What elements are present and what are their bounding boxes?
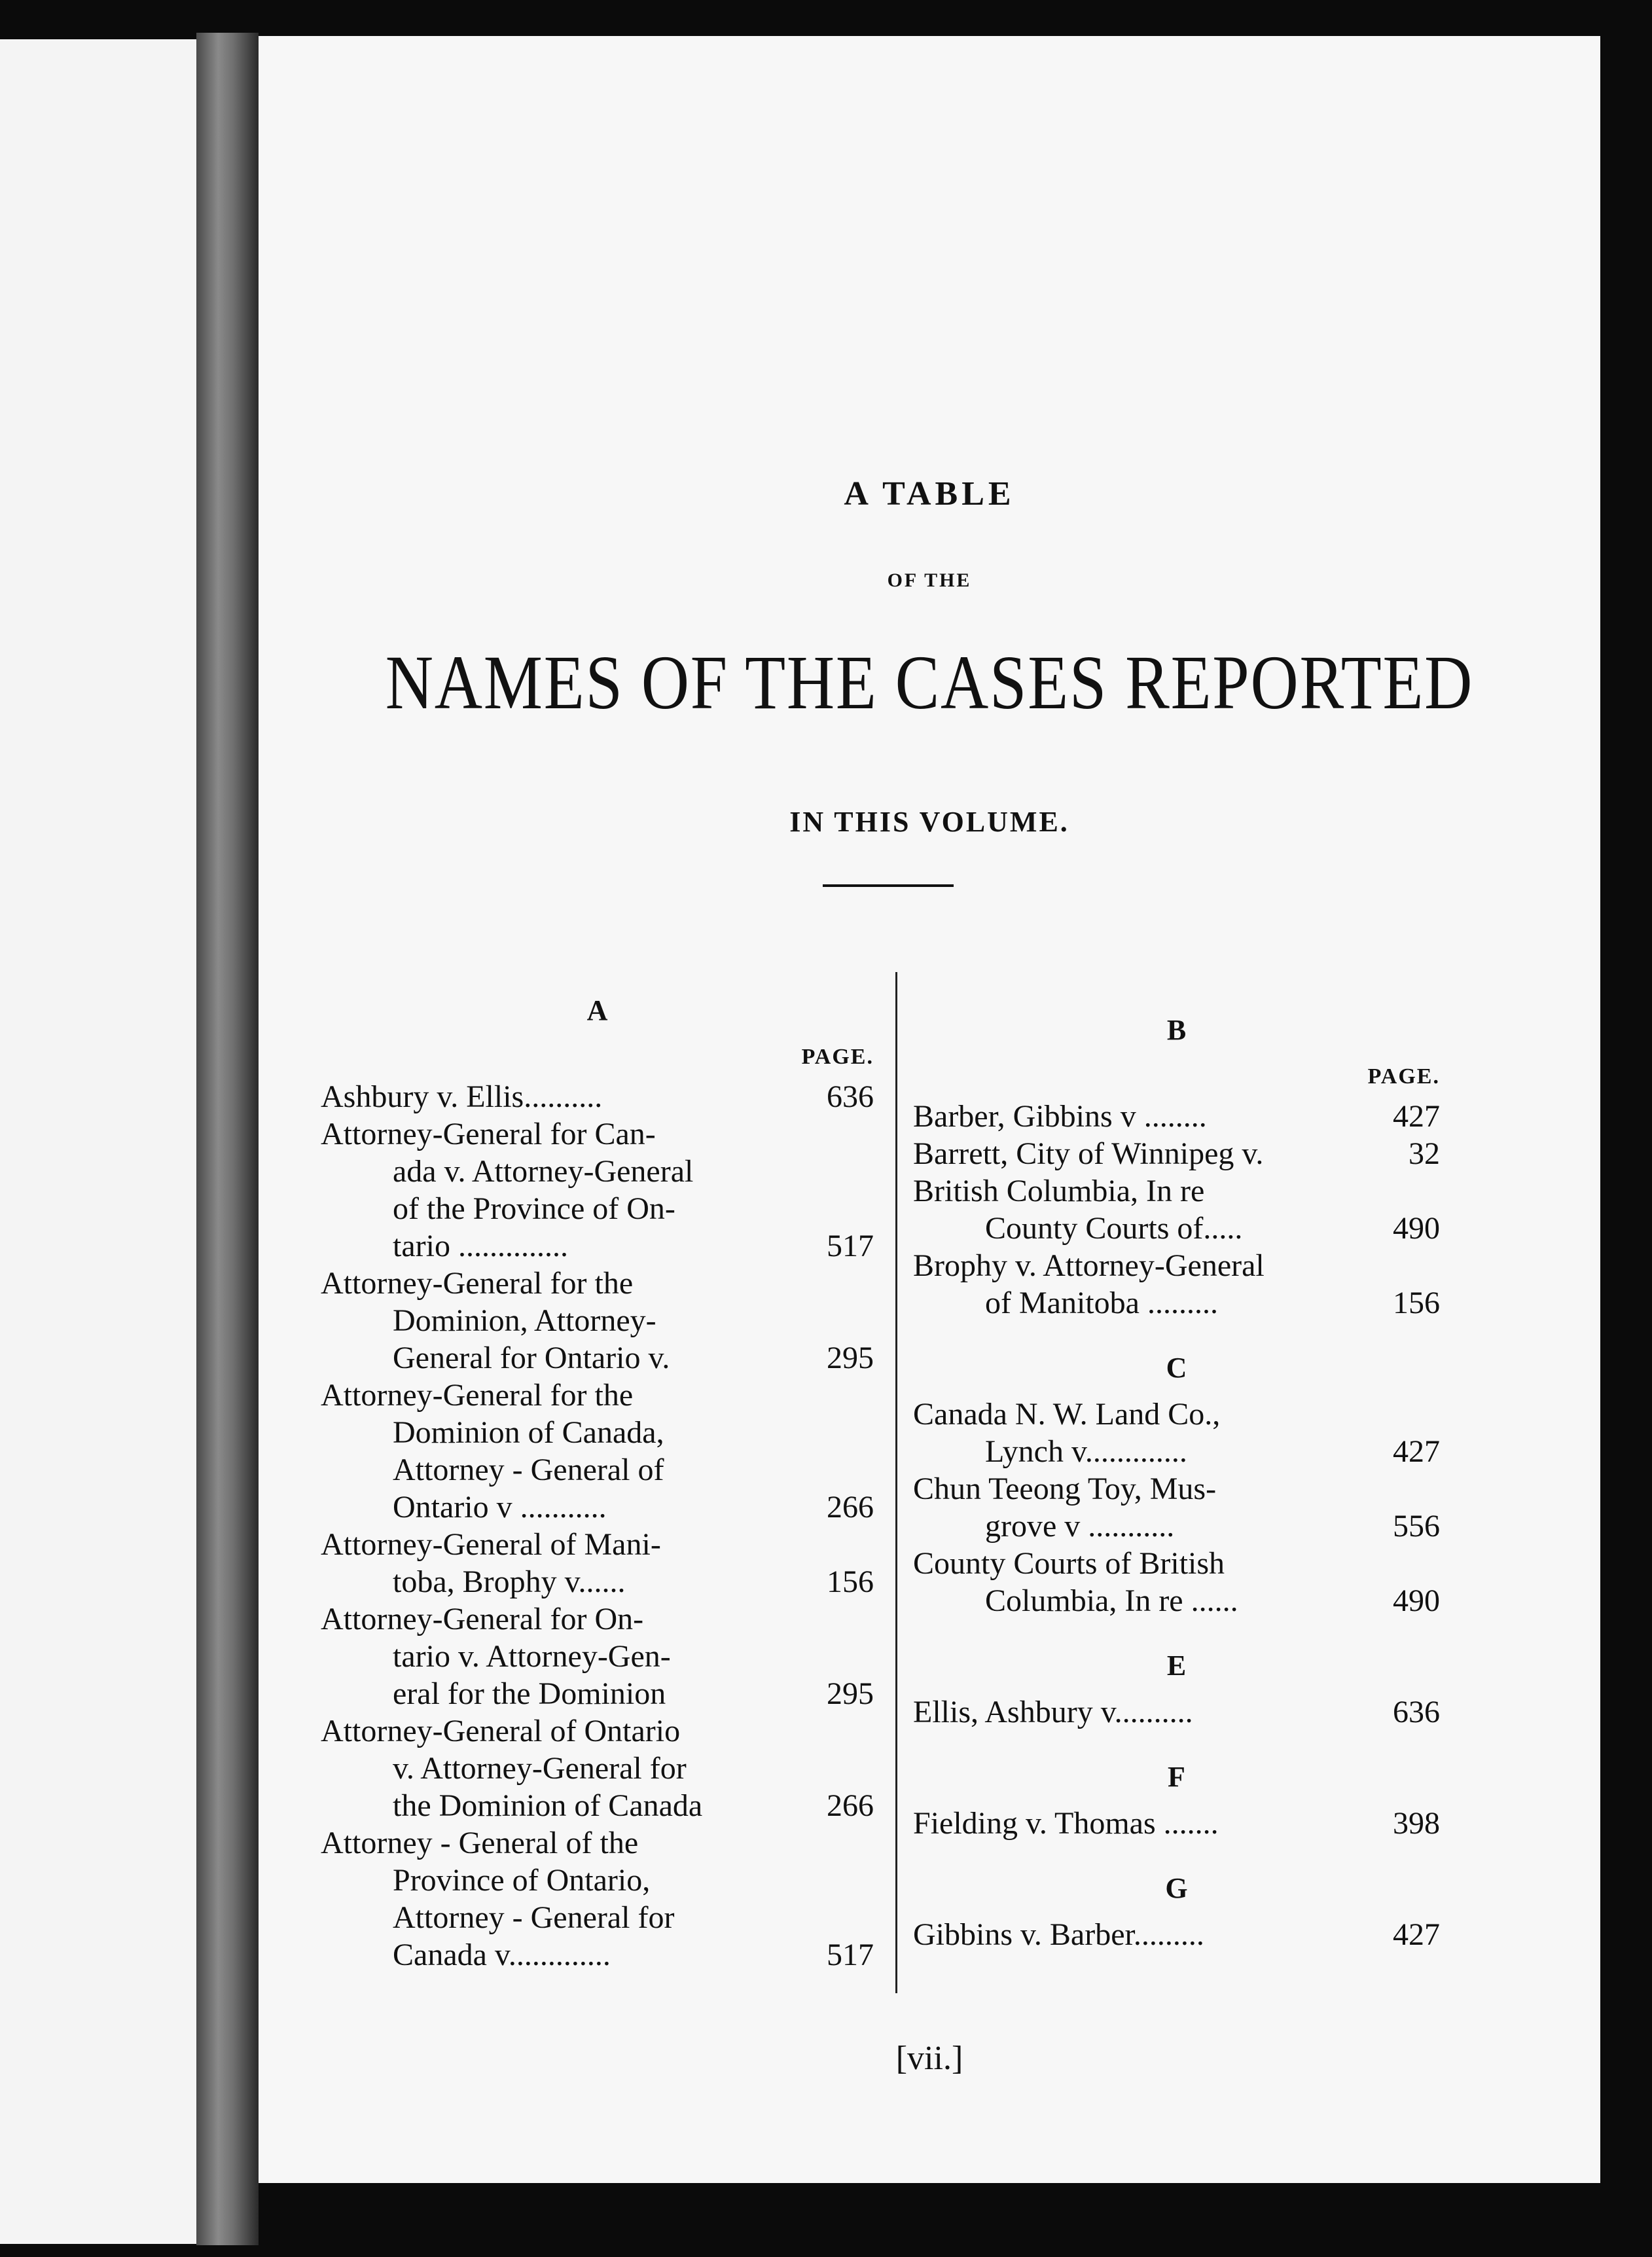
case-name-line: Fielding v. Thomas .......: [913, 1806, 1219, 1841]
title-a-table: A TABLE: [844, 475, 1015, 513]
page-reference: 517: [827, 1938, 874, 1972]
section-letter-a: A: [586, 994, 608, 1026]
case-name: [321, 1600, 874, 1712]
case-name-line: Barrett, City of Winnipeg v.: [913, 1136, 1264, 1171]
case-name-line: v. Attorney-General for: [393, 1751, 687, 1786]
case-entry: [321, 1115, 874, 1265]
index-section: [913, 1842, 1440, 1953]
page-reference: 398: [1393, 1806, 1440, 1841]
case-name-line: British Columbia, In re: [913, 1174, 1205, 1208]
section-entries: [913, 1396, 1440, 1619]
case-name-line: Attorney-General of Mani-: [321, 1527, 661, 1562]
section-letter: C: [1166, 1352, 1187, 1384]
case-entry: [321, 1600, 874, 1712]
section-gap: [913, 1731, 1440, 1758]
page-reference: 427: [1393, 1099, 1440, 1134]
left-entries: [321, 1078, 874, 1974]
section-entries: [913, 1693, 1440, 1731]
page-reference: 32: [1409, 1136, 1440, 1171]
page-reference: 490: [1393, 1583, 1440, 1618]
page-reference: 427: [1393, 1434, 1440, 1469]
case-name-line: Attorney-General for Can-: [321, 1117, 656, 1151]
column-divider: [895, 972, 897, 1993]
case-name-line: Attorney-General of Ontario: [321, 1714, 681, 1748]
book-gutter: [196, 33, 259, 2245]
case-name: [321, 1377, 874, 1526]
main-title: NAMES OF THE CASES REPORTED: [385, 640, 1474, 725]
case-name-line: Lynch v.............: [985, 1434, 1187, 1469]
case-name-line: Chun Teeong Toy, Mus-: [913, 1472, 1217, 1506]
case-name-line: toba, Brophy v......: [393, 1564, 626, 1599]
case-name-line: Attorney-General for the: [321, 1266, 634, 1301]
case-name: [321, 1115, 874, 1265]
case-name: [321, 1526, 874, 1600]
section-letter: E: [1166, 1650, 1187, 1682]
case-entry: [913, 1098, 1440, 1135]
page-reference: 156: [1393, 1286, 1440, 1320]
section-entries: [913, 1916, 1440, 1953]
page-column-label: PAGE.: [1367, 1064, 1440, 1089]
section-letter: B: [1166, 1014, 1187, 1046]
document-page: [259, 36, 1600, 2183]
facing-page: [0, 39, 196, 2244]
page-reference: 427: [1393, 1917, 1440, 1952]
page-reference: 266: [827, 1490, 874, 1525]
case-name-line: of Manitoba .........: [985, 1286, 1218, 1320]
section-letter: G: [1165, 1872, 1188, 1904]
case-entry: [913, 1805, 1440, 1842]
page-reference: 295: [827, 1676, 874, 1711]
case-name-line: Attorney-General for the: [321, 1378, 634, 1413]
page-reference: 556: [1393, 1509, 1440, 1544]
section-gap: [913, 1842, 1440, 1869]
case-name-line: ada v. Attorney-General: [393, 1154, 694, 1189]
case-entry: [913, 1545, 1440, 1619]
case-name-line: Attorney - General of: [393, 1453, 664, 1487]
case-name: [321, 1824, 874, 1974]
case-entry: [321, 1265, 874, 1377]
section-gap: [913, 1322, 1440, 1349]
case-entry: [913, 1396, 1440, 1470]
case-name-line: General for Ontario v.: [393, 1341, 670, 1375]
case-name-line: Attorney - General for: [393, 1900, 675, 1935]
case-name: [913, 1805, 1440, 1842]
case-name-line: County Courts of British: [913, 1546, 1225, 1581]
case-name-line: Ashbury v. Ellis..........: [321, 1079, 603, 1114]
index-section: [913, 1731, 1440, 1842]
case-name: [321, 1265, 874, 1377]
case-name-line: Brophy v. Attorney-General: [913, 1248, 1265, 1283]
page-reference: 636: [827, 1079, 874, 1114]
case-name: [913, 1098, 1440, 1135]
case-name-line: Barber, Gibbins v ........: [913, 1099, 1207, 1134]
case-name-line: Dominion, Attorney-: [393, 1303, 656, 1338]
page-reference: 490: [1393, 1211, 1440, 1246]
left-column: [321, 992, 874, 1974]
case-name-line: Gibbins v. Barber.........: [913, 1917, 1204, 1952]
case-name: [913, 1916, 1440, 1953]
case-name-line: County Courts of.....: [985, 1211, 1243, 1246]
title-of-the: OF THE: [887, 569, 972, 591]
section-gap: [913, 1619, 1440, 1647]
page-reference: 517: [827, 1229, 874, 1263]
case-name: [321, 1712, 874, 1824]
case-entry: [321, 1712, 874, 1824]
case-entry: [321, 1078, 874, 1115]
section-letter: F: [1168, 1761, 1185, 1793]
case-name-line: Canada v.............: [393, 1938, 611, 1972]
right-column: [913, 1011, 1440, 1953]
case-entry: [321, 1377, 874, 1526]
page-reference: 636: [1393, 1695, 1440, 1729]
case-name-line: of the Province of On-: [393, 1191, 675, 1226]
page-reference: 295: [827, 1341, 874, 1375]
page-column-label: PAGE.: [801, 1045, 874, 1069]
case-name: [913, 1693, 1440, 1731]
case-name-line: Canada N. W. Land Co.,: [913, 1397, 1221, 1432]
case-name-line: tario ..............: [393, 1229, 568, 1263]
case-name-line: Dominion of Canada,: [393, 1415, 664, 1450]
case-name-line: grove v ...........: [985, 1509, 1175, 1544]
index-section: [913, 1322, 1440, 1619]
index-section: [913, 1011, 1440, 1322]
page-number: [vii.]: [895, 2040, 963, 2077]
case-name-line: Attorney - General of the: [321, 1826, 639, 1860]
case-name-line: Province of Ontario,: [393, 1863, 651, 1898]
case-name: [321, 1078, 874, 1115]
case-name: [913, 1470, 1440, 1545]
case-name-line: Ellis, Ashbury v..........: [913, 1695, 1193, 1729]
section-entries: [913, 1098, 1440, 1322]
case-name: [913, 1247, 1440, 1322]
case-entry: [913, 1172, 1440, 1247]
case-entry: [321, 1526, 874, 1600]
case-entry: [913, 1135, 1440, 1172]
case-entry: [913, 1470, 1440, 1545]
case-entry: [913, 1247, 1440, 1322]
case-name: [913, 1545, 1440, 1619]
case-name-line: tario v. Attorney-Gen-: [393, 1639, 671, 1674]
case-name-line: eral for the Dominion: [393, 1676, 666, 1711]
case-entry: [321, 1824, 874, 1974]
page-reference: 266: [827, 1788, 874, 1823]
case-name-line: Attorney-General for On-: [321, 1602, 644, 1636]
case-name: [913, 1172, 1440, 1247]
case-name: [913, 1396, 1440, 1470]
index-section: [913, 1619, 1440, 1731]
case-name-line: the Dominion of Canada: [393, 1788, 703, 1823]
case-name: [913, 1135, 1440, 1172]
right-sections: [913, 1011, 1440, 1953]
case-entry: [913, 1693, 1440, 1731]
page-reference: 156: [827, 1564, 874, 1599]
case-entry: [913, 1916, 1440, 1953]
case-name-line: Columbia, In re ......: [985, 1583, 1238, 1618]
subtitle: IN THIS VOLUME.: [789, 806, 1069, 838]
section-entries: [913, 1805, 1440, 1842]
case-name-line: Ontario v ...........: [393, 1490, 607, 1525]
title-rule: [823, 884, 954, 887]
